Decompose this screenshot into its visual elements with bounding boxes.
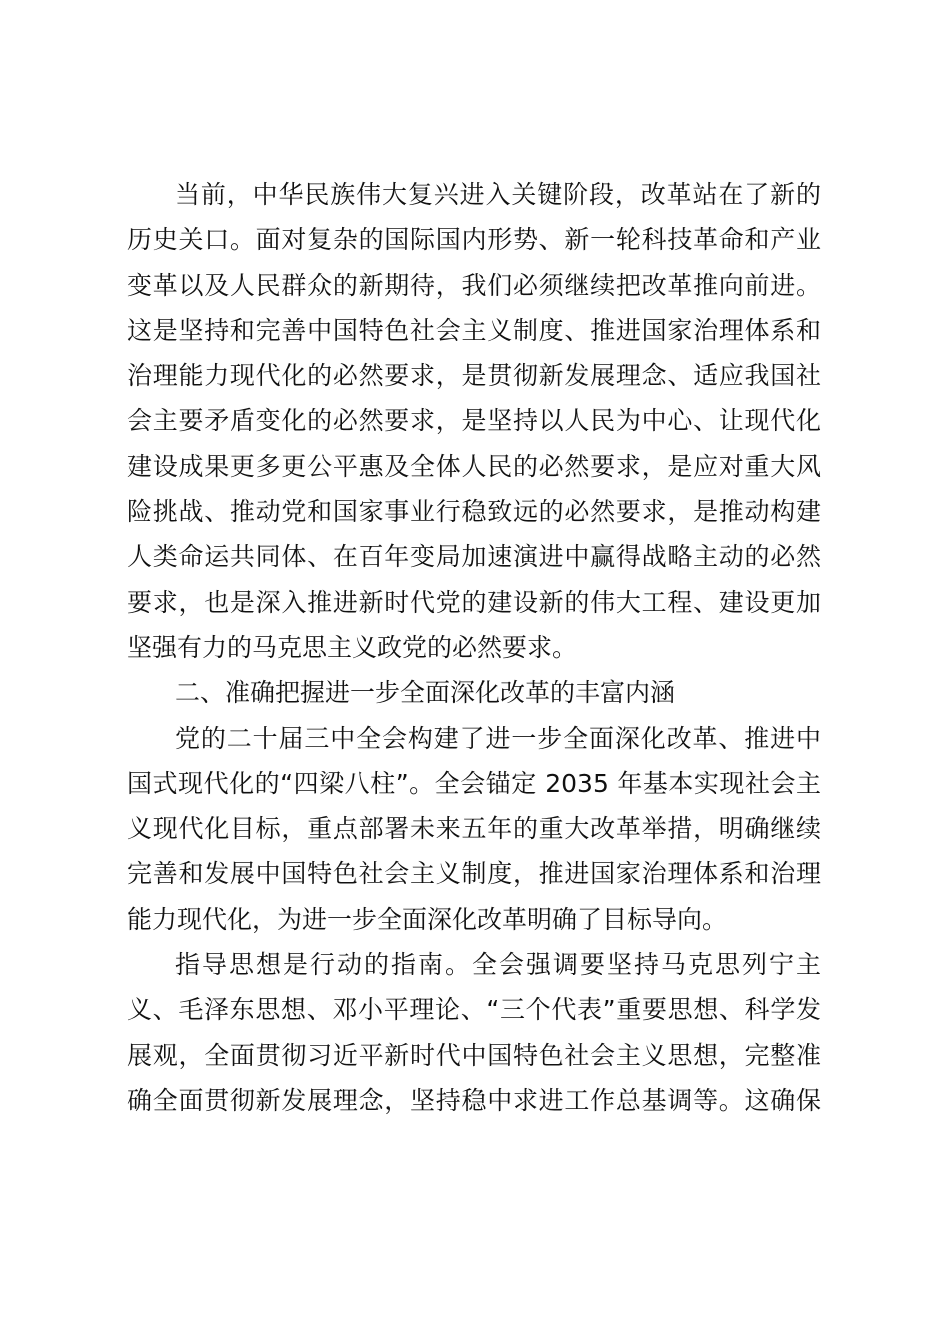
paragraph-1-line-1: 当前，中华民族伟大复兴进入关键阶段，改革站在了新的 bbox=[175, 180, 821, 209]
paragraph-1-line-6: 会主要矛盾变化的必然要求，是坚持以人民为中心、让现代化 bbox=[127, 406, 821, 436]
paragraph-2-line-3: 义现代化目标，重点部署未来五年的重大改革举措，明确继续 bbox=[127, 814, 821, 844]
paragraph-3-line-3: 展观，全面贯彻习近平新时代中国特色社会主义思想，完整准 bbox=[127, 1040, 821, 1070]
paragraph-1-line-9: 人类命运共同体、在百年变局加速演进中赢得战略主动的必然 bbox=[127, 542, 821, 572]
paragraph-3-line-1: 指导思想是行动的指南。全会强调要坚持马克思列宁主 bbox=[175, 950, 821, 980]
paragraph-2-line-1: 党的二十届三中全会构建了进一步全面深化改革、推进中 bbox=[175, 723, 821, 753]
paragraph-2-line-4: 完善和发展中国特色社会主义制度，推进国家治理体系和治理 bbox=[127, 859, 821, 889]
paragraph-2-line-2: 国式现代化的“四梁八柱”。全会锚定 2035 年基本实现社会主 bbox=[127, 768, 821, 798]
paragraph-1-line-2: 历史关口。面对复杂的国际国内形势、新一轮科技革命和产业 bbox=[127, 225, 821, 255]
paragraph-1-line-10: 要求，也是深入推进新时代党的建设新的伟大工程、建设更加 bbox=[127, 587, 821, 617]
paragraph-1-line-8: 险挑战、推动党和国家事业行稳致远的必然要求，是推动构建 bbox=[127, 497, 821, 527]
paragraph-1-line-3: 变革以及人民群众的新期待，我们必须继续把改革推向前进。 bbox=[127, 270, 821, 300]
paragraph-1-line-7: 建设成果更多更公平惠及全体人民的必然要求，是应对重大风 bbox=[127, 451, 821, 481]
document-body bbox=[127, 172, 821, 1123]
section-heading: 二、准确把握进一步全面深化改革的丰富内涵 bbox=[175, 678, 676, 708]
paragraph-3-line-4: 确全面贯彻新发展理念，坚持稳中求进工作总基调等。这确保 bbox=[127, 1085, 821, 1115]
paragraph-2-line-5: 能力现代化，为进一步全面深化改革明确了目标导向。 bbox=[127, 904, 728, 934]
paragraph-1-line-11: 坚强有力的马克思主义政党的必然要求。 bbox=[127, 632, 578, 662]
paragraph-3-line-2: 义、毛泽东思想、邓小平理论、“三个代表”重要思想、科学发 bbox=[127, 995, 821, 1025]
paragraph-1-line-4: 这是坚持和完善中国特色社会主义制度、推进国家治理体系和 bbox=[127, 315, 821, 345]
paragraph-1-line-5: 治理能力现代化的必然要求，是贯彻新发展理念、适应我国社 bbox=[127, 361, 821, 391]
